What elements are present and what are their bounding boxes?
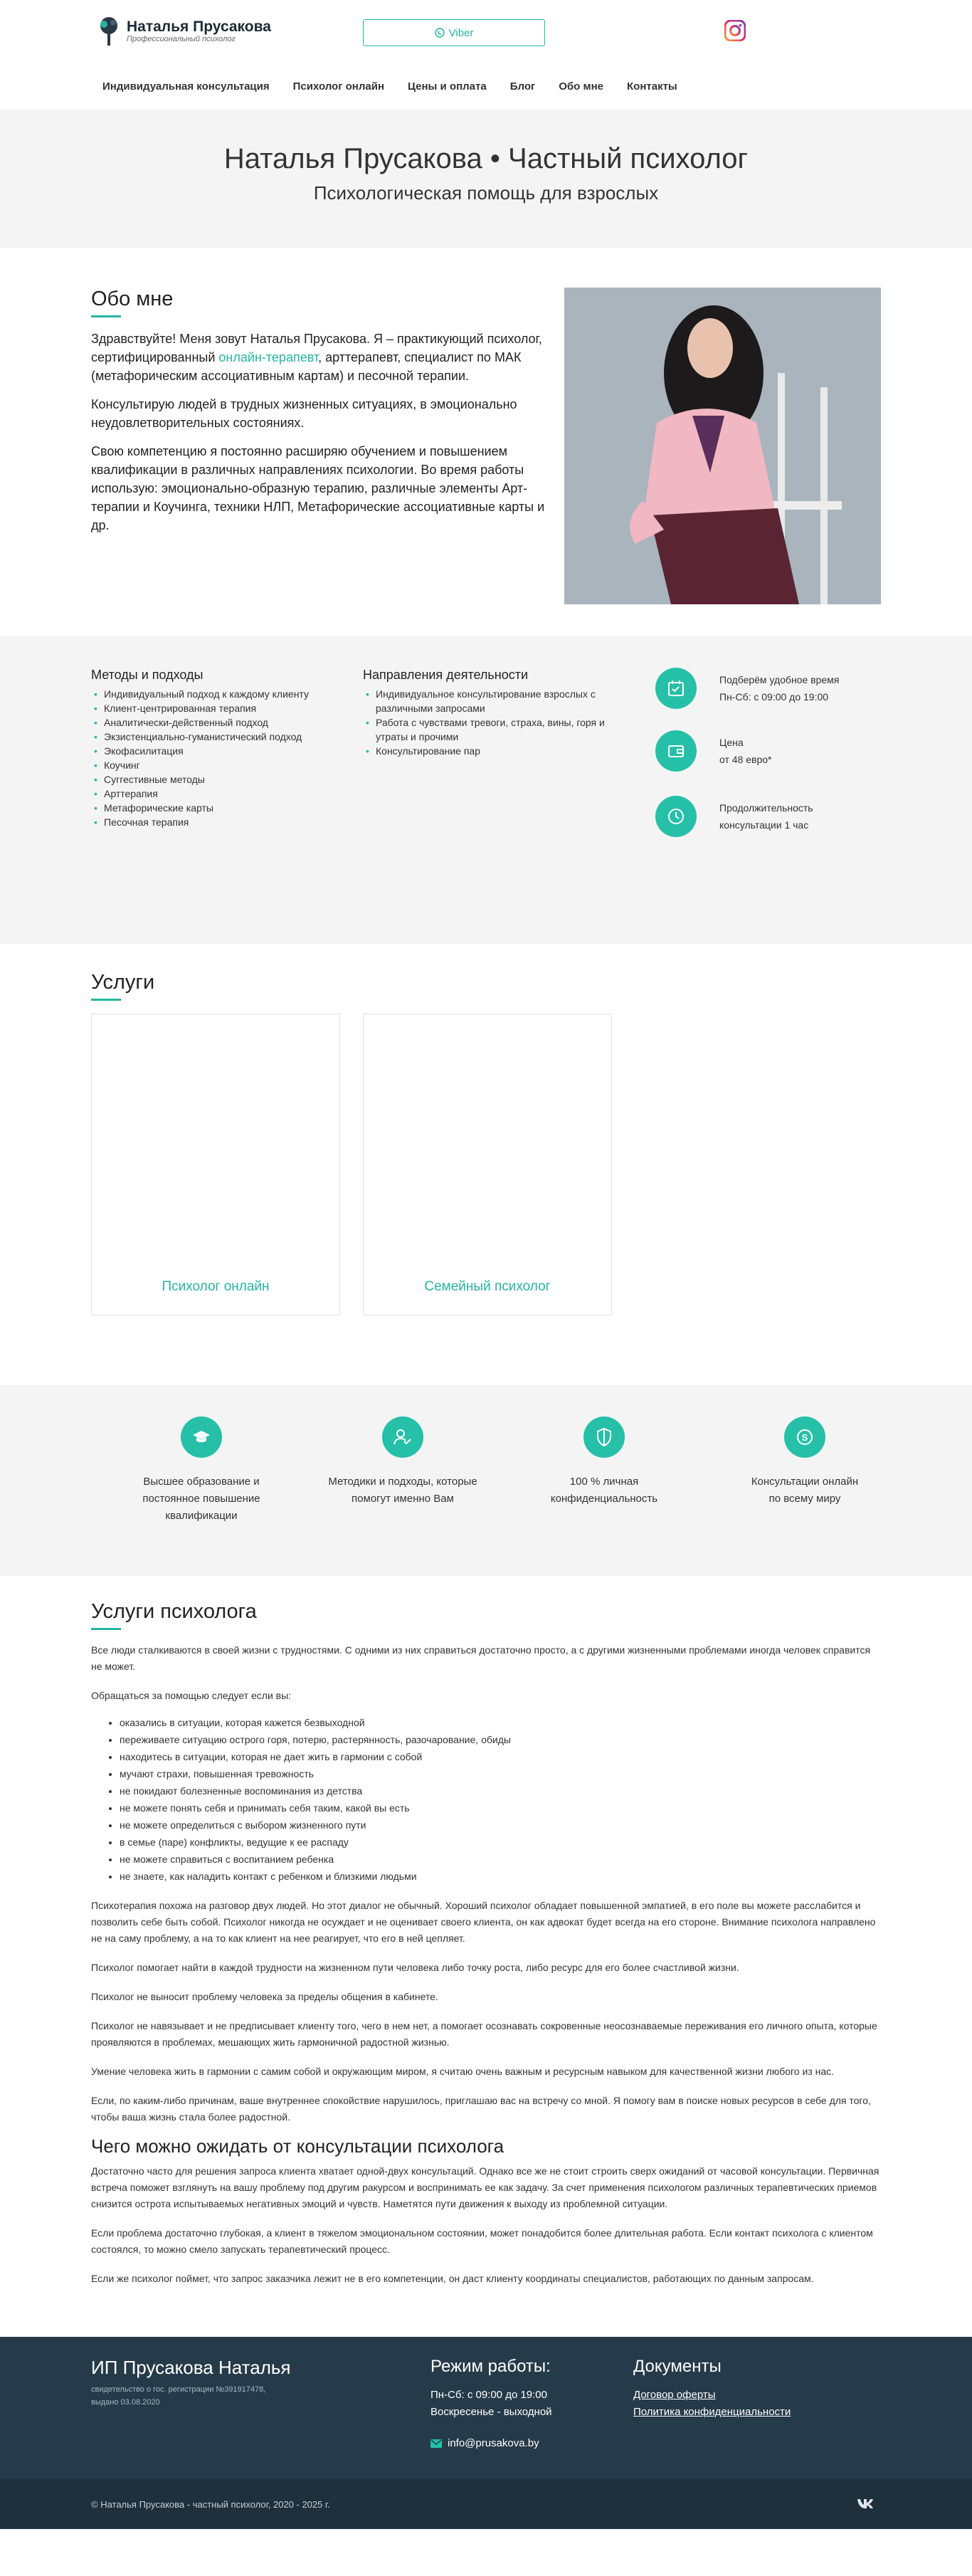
- clock-icon: [655, 796, 697, 837]
- feature-methods: [328, 1416, 477, 1508]
- article-paragraph: Психотерапия похожа на разговор двух людей. Но этот диалог не обычный. Хороший психолог обладает повышенной эмпатией, в его поле вы можете расслабится и позволить себе быть собой. Психолог никогда не осуждает и не оценивает своего клиента, он как адвокат будет всегда на его стороне. Внимание психолога направлено не на саму проблему, а на то как клиент на нее реагирует, что его в ней цепляет.: [91, 1900, 876, 1944]
- site-header: [91, 0, 881, 63]
- list-item: • не покидают болезненные воспоминания из детства: [120, 1782, 881, 1799]
- services-title: Услуги: [91, 971, 881, 1000]
- hero-subtitle: Психологическая помощь для взрослых: [313, 182, 659, 204]
- hero: [0, 110, 972, 248]
- article-paragraph: Если, по каким-либо причинам, ваше внутреннее спокойствие нарушилось, приглашаю вас на встречу со мной. Я помогу вам в поиске новых ресурсов в себе для того, чтобы ваша жизнь стала более радостной.: [91, 2095, 871, 2123]
- nav-blog[interactable]: Блог: [509, 80, 536, 93]
- service-card-title: Психолог онлайн: [162, 1279, 270, 1294]
- footer-reg: свидетельство о гос. регистрации №391917478,: [91, 2385, 266, 2394]
- svg-text:S: S: [801, 1432, 808, 1443]
- methods-column: [91, 668, 326, 829]
- footer-hours-sunday: Воскресенье - выходной: [430, 2406, 552, 2418]
- article-paragraph: Если проблема достаточно глубокая, а клиент в тяжелом эмоциональном состоянии, может понадобится более длительная работа. Если контакт психолога с клиентом состоялся, то можно смело запускать терапевтический процесс.: [91, 2227, 873, 2255]
- list-item: • Песочная терапия: [104, 815, 326, 829]
- online-therapist-link[interactable]: онлайн-терапевт: [218, 350, 319, 364]
- info-price: [655, 730, 772, 772]
- directions-title: Направления деятельности: [363, 668, 529, 682]
- main-nav: [91, 63, 881, 110]
- service-card-online[interactable]: [91, 1014, 340, 1315]
- list-item: • Индивидуальное консультирование взрослых с различными запросами: [376, 687, 605, 715]
- methods-title: Методы и подходы: [91, 668, 204, 682]
- shield-icon: [583, 1416, 625, 1458]
- list-item: • Экофасилитация: [104, 744, 326, 758]
- directions-column: [363, 668, 605, 758]
- footer-email-link[interactable]: [430, 2435, 552, 2452]
- list-item: • Метафорические карты: [104, 801, 326, 815]
- info-duration-value: консультации 1 час: [719, 819, 809, 831]
- footer-reg-date: выдано 03.08.2020: [91, 2398, 160, 2407]
- feature-text: Методики и подходы, которые: [328, 1476, 477, 1488]
- feature-text: Консультации онлайн: [751, 1476, 859, 1488]
- instagram-icon[interactable]: [724, 20, 746, 44]
- list-item: • Суггестивные методы: [104, 772, 326, 787]
- features-section: [0, 1385, 972, 1576]
- envelope-icon: [430, 2439, 442, 2448]
- article-paragraph: Психолог не навязывает и не предписывает клиенту того, чего в нем нет, а помогает осознавать сокровенные неосознаваемые переживания его личного опыта, которые проявляются в проблемах, мешающих жить гармоничной радостной жизнью.: [91, 2020, 877, 2048]
- portrait-photo: [564, 288, 881, 604]
- feature-online: [730, 1416, 879, 1508]
- article-section: [0, 1576, 972, 2337]
- methods-section: [0, 636, 972, 944]
- list-item: • в семье (паре) конфликты, ведущие к ее распаду: [120, 1834, 881, 1851]
- footer-company: ИП Прусакова Наталья: [91, 2357, 291, 2378]
- info-duration-label: Продолжительность: [719, 802, 813, 814]
- feature-text: квалификации: [165, 1510, 238, 1522]
- list-item: • Коучинг: [104, 758, 326, 772]
- list-item: • Аналитически-действенный подход: [104, 715, 326, 730]
- article-list: [91, 1714, 881, 1885]
- about-section: [0, 248, 972, 636]
- hero-title: Наталья Прусакова • Частный психолог: [223, 143, 749, 174]
- logo-subtitle: Профессиональный психолог: [127, 35, 236, 43]
- list-item: • переживаете ситуацию острого горя, потерю, растерянность, разочарование, обиды: [120, 1731, 881, 1748]
- footer-email: info@prusakova.by: [448, 2437, 539, 2449]
- list-item: • не можете справиться с воспитанием ребенка: [120, 1851, 881, 1868]
- viber-label: Viber: [448, 26, 474, 39]
- feature-text: конфиденциальность: [550, 1493, 658, 1505]
- list-item: • находитесь в ситуации, которая не дает жить в гармонии с собой: [120, 1748, 881, 1765]
- service-card-family[interactable]: [363, 1014, 612, 1315]
- logo-title: Наталья Прусакова: [127, 19, 271, 35]
- about-text-part: Здравствуйте! Меня зовут Наталья Прусакова. Я – практикующий психолог, сертифицированный: [91, 332, 542, 364]
- viber-button[interactable]: [363, 19, 545, 46]
- list-item: • Арттерапия: [104, 787, 326, 801]
- vk-icon[interactable]: [857, 2498, 874, 2511]
- list-item: • Индивидуальный подход к каждому клиенту: [104, 687, 326, 701]
- list-item: • оказались в ситуации, которая кажется безвыходной: [120, 1714, 881, 1731]
- feature-text: постоянное повышение: [142, 1493, 260, 1505]
- about-paragraph: [91, 330, 546, 385]
- feature-privacy: [529, 1416, 679, 1508]
- article-paragraph: Если же психолог поймет, что запрос заказчика лежит не в его компетенции, он даст клиенту координаты специалистов, работающих по данным запросам.: [91, 2273, 814, 2284]
- tree-logo-icon: [97, 16, 121, 47]
- skype-icon: [784, 1416, 825, 1458]
- user-check-icon: [382, 1416, 423, 1458]
- list-item: • Консультирование пар: [376, 744, 605, 758]
- info-time: [655, 668, 839, 709]
- article-paragraph: Достаточно часто для решения запроса клиента хватает одной-двух консультаций. Однако все же не стоит строить сверх ожиданий от часовой консультации. Первичная встреча поможет взглянуть на вашу проблему под другим ракурсом и воспринимать ее как задачу. За счет применения психологом различных терапевтических приемов снизится острота испытываемых негативных эмоций и чувств. Наметятся пути движения к выходу из проблемной ситуации.: [91, 2165, 879, 2209]
- site-footer: [0, 2337, 972, 2479]
- article-subtitle: Чего можно ожидать от консультации психолога: [91, 2135, 505, 2157]
- article-paragraph: Психолог не выносит проблему человека за пределы общения в кабинете.: [91, 1991, 438, 2002]
- footer-hours-title: Режим работы:: [430, 2357, 551, 2376]
- footer-bottom: [0, 2479, 972, 2529]
- copyright: © Наталья Прусакова - частный психолог, 2020 - 2025 г.: [91, 2498, 330, 2510]
- list-item: • Работа с чувствами тревоги, страха, вины, горя и утраты и прочими: [376, 715, 605, 744]
- about-paragraph: Консультирую людей в трудных жизненных ситуациях, в эмоционально неудовлетворительных состояниях.: [91, 397, 517, 430]
- info-time-label: Подберём удобное время: [719, 674, 840, 685]
- article-paragraph: Умение человека жить в гармонии с самим собой и окружающим миром, я считаю очень важным и ресурсным навыком для качественной жизни любого из нас.: [91, 2066, 835, 2077]
- calendar-check-icon: [655, 668, 697, 709]
- privacy-link[interactable]: Политика конфиденциальности: [633, 2406, 791, 2418]
- nav-contacts[interactable]: Контакты: [627, 80, 677, 93]
- nav-prices[interactable]: Цены и оплата: [408, 80, 487, 93]
- footer-docs-title: Документы: [633, 2357, 722, 2376]
- article-title: Услуги психолога: [91, 1600, 881, 1629]
- services-section: [0, 944, 972, 1385]
- info-price-label: Цена: [719, 737, 744, 748]
- footer-hours: Пн-Сб: с 09:00 до 19:00: [430, 2389, 547, 2401]
- service-card-title: Семейный психолог: [424, 1279, 551, 1294]
- list-item: • не можете определиться с выбором жизненного пути: [120, 1817, 881, 1834]
- list-item: • Экзистенциально-гуманистический подход: [104, 730, 326, 744]
- about-text-part: , арттерапевт, специалист по МАК (метафорическим ассоциативным картам) и песочной терапии.: [91, 350, 522, 383]
- nav-individual[interactable]: Индивидуальная консультация: [102, 80, 270, 93]
- info-duration: [655, 796, 813, 837]
- feature-text: по всему миру: [768, 1493, 841, 1505]
- feature-education: [127, 1416, 276, 1525]
- graduation-cap-icon: [181, 1416, 222, 1458]
- nav-online[interactable]: Психолог онлайн: [292, 80, 385, 93]
- logo[interactable]: [97, 16, 271, 47]
- phone-icon: [435, 28, 445, 38]
- about-title: Обо мне: [91, 288, 546, 317]
- about-paragraph: Свою компетенцию я постоянно расширяю обучением и повышением квалификации в различных направлениях психологии. Во время работы использую: эмоционально-образную терапию, различные элементы Арт-терапии и Коучинга, техники НЛП, Метафорические ассоциативные карты и др.: [91, 444, 545, 532]
- nav-about[interactable]: Обо мне: [559, 80, 604, 93]
- article-paragraph: Обращаться за помощью следует если вы:: [91, 1690, 292, 1701]
- feature-text: Высшее образование и: [143, 1476, 260, 1488]
- info-time-value: Пн-Сб: с 09:00 до 19:00: [719, 691, 829, 703]
- list-item: • мучают страхи, повышенная тревожность: [120, 1765, 881, 1782]
- article-paragraph: Все люди сталкиваются в своей жизни с трудностями. С одними из них справиться достаточно просто, а с другими жизненными проблемами иногда человек справится не может.: [91, 1644, 871, 1672]
- wallet-icon: [655, 730, 697, 772]
- feature-text: помогут именно Вам: [352, 1493, 454, 1505]
- feature-text: 100 % личная: [569, 1476, 639, 1488]
- info-price-value: от 48 евро*: [719, 754, 772, 765]
- list-item: • не знаете, как наладить контакт с ребенком и близкими людьми: [120, 1868, 881, 1885]
- list-item: • Клиент-центрированная терапия: [104, 701, 326, 715]
- list-item: • не можете понять себя и принимать себя таким, какой вы есть: [120, 1799, 881, 1817]
- offer-link[interactable]: Договор оферты: [633, 2389, 716, 2401]
- article-paragraph: Психолог помогает найти в каждой трудности на жизненном пути человека либо точку роста, либо ресурс для его более счастливой жизни.: [91, 1962, 739, 1973]
